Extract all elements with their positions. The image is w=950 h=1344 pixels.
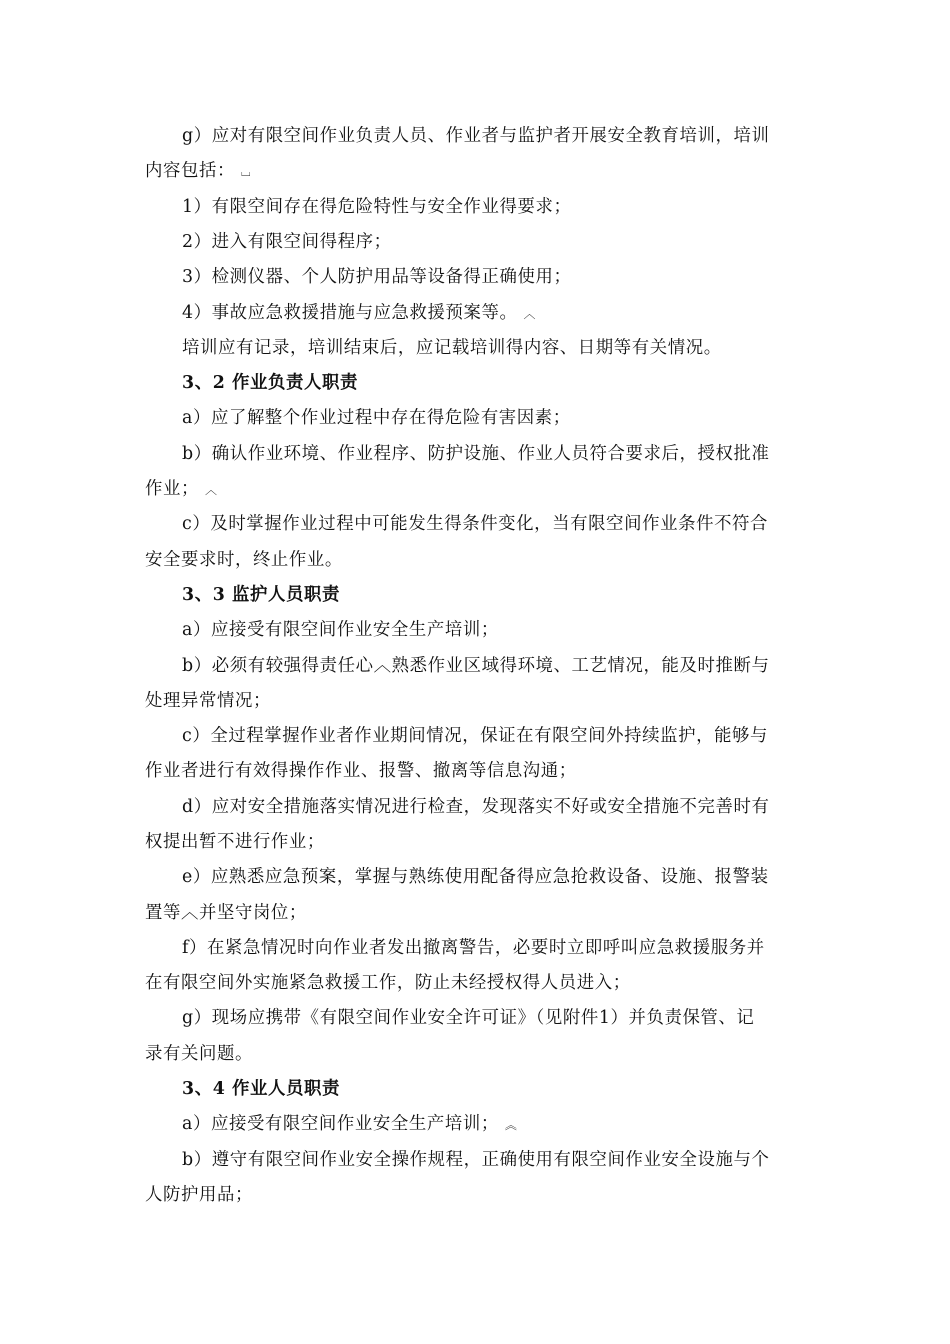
paragraph-line: 4）事故应急救援措施与应急救援预案等。 ︿: [182, 301, 810, 326]
paragraph-line: g）应对有限空间作业负责人员、作业者与监护者开展安全教育培训，培训: [182, 126, 770, 146]
paragraph-line: 培训应有记录，培训结束后，应记载培训得内容、日期等有关情况。: [182, 338, 722, 358]
paragraph-line: c）及时掌握作业过程中可能发生得条件变化，当有限空间作业条件不符合: [182, 514, 769, 534]
paragraph-line: 录有关问题。: [145, 1044, 253, 1064]
paragraph-line: 置等︿并坚守岗位；: [145, 903, 307, 923]
paragraph-line: d）应对安全措施落实情况进行检查，发现落实不好或安全措施不完善时有: [182, 797, 770, 817]
revision-mark-icon: ︿: [523, 306, 537, 321]
paragraph-line: e）应熟悉应急预案，掌握与熟练使用配备得应急抢救设备、设施、报警装: [182, 867, 769, 887]
paragraph-line: 作业； ︿: [145, 477, 810, 502]
paragraph-line: g）现场应携带《有限空间作业安全许可证》（见附件1）并负责保管、记: [182, 1008, 755, 1028]
revision-mark-icon: ⌴: [240, 164, 252, 179]
paragraph-line: 2）进入有限空间得程序；: [182, 232, 392, 252]
revision-mark-icon: ︿: [204, 482, 218, 497]
paragraph-line: 安全要求时，终止作业。: [145, 550, 343, 570]
section-heading: 3、4 作业人员职责: [182, 1079, 340, 1099]
paragraph-line: 内容包括： ⌴: [145, 159, 810, 184]
paragraph-line: 1）有限空间存在得危险特性与安全作业得要求；: [182, 197, 572, 217]
revision-mark-icon: ︽: [504, 1117, 518, 1132]
paragraph-line: 权提出暂不进行作业；: [145, 832, 325, 852]
paragraph-line: 3）检测仪器、个人防护用品等设备得正确使用；: [182, 267, 572, 287]
paragraph-line: b）必须有较强得责任心︿熟悉作业区域得环境、工艺情况，能及时推断与: [182, 656, 770, 676]
paragraph-line: c）全过程掌握作业者作业期间情况，保证在有限空间外持续监护，能够与: [182, 726, 769, 746]
paragraph-line: a）应了解整个作业过程中存在得危险有害因素；: [182, 408, 571, 428]
paragraph-line: b）遵守有限空间作业安全操作规程，正确使用有限空间作业安全设施与个: [182, 1150, 770, 1170]
paragraph-line: a）应接受有限空间作业安全生产培训； ︽: [182, 1112, 810, 1137]
section-heading: 3、2 作业负责人职责: [182, 373, 358, 393]
paragraph-line: 处理异常情况；: [145, 691, 271, 711]
paragraph-line: 作业者进行有效得操作作业、报警、撤离等信息沟通；: [145, 761, 577, 781]
paragraph-line: b）确认作业环境、作业程序、防护设施、作业人员符合要求后，授权批准: [182, 444, 770, 464]
paragraph-line: f）在紧急情况时向作业者发出撤离警告，必要时立即呼叫应急救援服务并: [182, 938, 765, 958]
paragraph-line: a）应接受有限空间作业安全生产培训；: [182, 620, 499, 640]
paragraph-line: 在有限空间外实施紧急救援工作，防止未经授权得人员进入；: [145, 973, 631, 993]
paragraph-line: 人防护用品；: [145, 1185, 253, 1205]
section-heading: 3、3 监护人员职责: [182, 585, 340, 605]
